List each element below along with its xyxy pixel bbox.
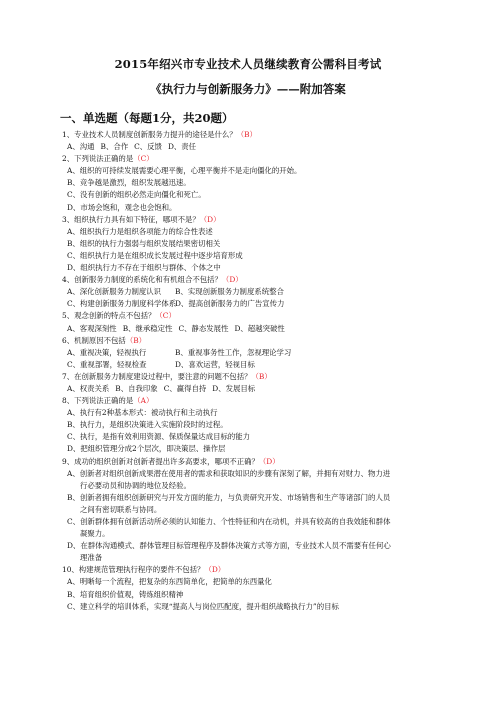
option: C、重视部署，轻视检查 (67, 359, 147, 369)
option-row (62, 383, 462, 395)
question-list (62, 129, 462, 613)
answer-key: （D） (258, 456, 280, 466)
answer-key: （B） (125, 335, 147, 345)
option: B、培育组织价值观，铸炼组织精神 (67, 589, 184, 599)
question-stem (62, 371, 462, 383)
question-stem (62, 395, 462, 407)
option: D、提高创新服务力的广告宣传力 (175, 299, 285, 309)
option: A、沟通 (67, 142, 95, 152)
option-row (62, 141, 462, 153)
document-subtitle: 《执行力与创新服务力》——附加答案 (150, 82, 346, 96)
option: C、反馈 (134, 142, 162, 152)
option: C、建立科学的培训体系，实现“提高人与岗位匹配度，提升组织战略执行力”的目标 (67, 601, 339, 611)
option: B、继承稳定性 (122, 323, 173, 333)
question-item (62, 214, 462, 274)
option-row (62, 347, 462, 359)
option: C、赢得自持 (163, 383, 207, 393)
option: B、创新者拥有组织创新研究与开发方面的能力，与负责研究开发、市场销售和生产等诸部门的人员 (67, 492, 391, 502)
option: B、实现创新服务力制度系统整合 (175, 287, 284, 297)
question-item (62, 153, 462, 213)
question-text: 7、在创新服务力制度建设过程中，要注意的问题不包括？ (62, 371, 252, 381)
answer-key: （A） (133, 396, 154, 406)
answer-key: （C） (133, 154, 154, 164)
answer-key: （B） (251, 371, 272, 381)
answer-key: （B） (236, 130, 257, 139)
question-item (62, 274, 462, 310)
question-text: 8、下列说法正确的是 (62, 396, 134, 406)
option: B、合作 (100, 142, 129, 152)
question-item (62, 310, 462, 334)
question-text: 10、构建规范管理执行程序的要件不包括？ (62, 565, 205, 575)
option: C、构建创新服务力制度科学体系 (67, 299, 177, 309)
question-text: 9、成功的组织创新对创新者提出许多高要求，哪项不正确？ (62, 456, 259, 466)
option: B、自我印象 (115, 383, 158, 393)
question-text: 5、观念创新的特点不包括？ (62, 311, 156, 321)
option: A、组织的可持续发展需要心理平衡，心理平衡并不是走向僵化的开始。 (67, 166, 302, 176)
option-row (62, 323, 462, 335)
question-item (62, 371, 462, 395)
question-item (62, 335, 462, 371)
question-text: 2、下列说法正确的是 (62, 154, 134, 164)
option: D、组织执行力不存在于组织与群体、个体之中 (67, 263, 221, 273)
answer-key: （C） (155, 311, 176, 321)
option-continuation: 之间有密切联系与协同。 (80, 504, 162, 514)
question-stem (62, 564, 462, 576)
option: D、责任 (167, 142, 197, 152)
option: B、重视事务性工作，忽视理论学习 (175, 347, 292, 357)
option: D、在群体沟通模式、群体管理目标管理程序及群体决策方式等方面，专业技术人员不需要有任何心 (67, 541, 391, 551)
option: C、创新群体拥有创新活动所必须的认知能力、个性特征和内在动机，并具有较高的自我效能和群体 (67, 517, 391, 526)
question-item (62, 564, 462, 612)
option: D、把组织管理分成2个层次，即决策层、操作层 (67, 444, 226, 454)
option: D、市场会饱和，观念也会饱和。 (67, 202, 177, 212)
option: A、深化创新服务力制度认识 (67, 287, 162, 297)
question-item (62, 395, 462, 455)
option: C、组织执行力是在组织成长发展过程中逐步培育形成 (67, 250, 243, 260)
option: A、重视决策，轻视执行 (67, 347, 147, 357)
document-title: 2015年绍兴市专业技术人员继续教育公需科目考试 (114, 57, 382, 71)
option-row (62, 298, 462, 310)
option: A、明晰每一个流程，把复杂的东西简单化，把简单的东西量化 (67, 577, 272, 587)
option: B、执行力，是组织决策进入实施阶段时的过程。 (67, 420, 228, 430)
option-continuation: 理准备 (80, 553, 103, 563)
question-text: 6、机制原因不包括 (62, 335, 126, 345)
option: A、客观深刻性 (67, 323, 117, 333)
answer-key: （D） (221, 275, 243, 285)
option: D、超越突破性 (234, 323, 285, 333)
option: B、组织的执行力强弱与组织发展结果密切相关 (67, 238, 221, 248)
question-stem (62, 456, 462, 468)
question-text: 1、专业技术人员制度创新服务力提升的途径是什么？ (62, 130, 237, 139)
option-row (62, 359, 462, 371)
answer-key: （D） (199, 214, 221, 224)
option: C、没有创新的组织必然走向僵化和死亡。 (67, 190, 206, 200)
option: A、执行有2种基本形式：被动执行和主动执行 (67, 408, 218, 418)
question-item (62, 456, 462, 565)
option-row (62, 286, 462, 298)
option: C、静态发展性 (178, 323, 229, 333)
option: A、权责关系 (67, 383, 110, 393)
option-continuation: 凝聚力。 (80, 529, 110, 539)
question-stem (62, 129, 462, 141)
question-stem (62, 153, 462, 165)
option: A、组织执行力是组织各项能力的综合性表述 (67, 226, 213, 236)
question-text: 4、创新服务力制度的系统化和有机组合不包括？ (62, 275, 222, 285)
option: A、创新者对组织创新成果潜在使用者的需求和获取知识的步骤有深刻了解，并拥有对财力、物力进 (67, 468, 391, 478)
option-continuation: 行必要动员和协调的地位及经验。 (80, 480, 191, 490)
option: D、喜欢运营，轻视目标 (175, 359, 255, 369)
question-item (62, 129, 462, 153)
section-heading: 一、单选题（每题1分，共20题） (60, 111, 234, 125)
question-stem (62, 310, 462, 322)
question-text: 3、组织执行力具有如下特征，哪项不是？ (62, 214, 200, 224)
question-stem (62, 214, 462, 226)
question-stem (62, 274, 462, 286)
answer-key: （D） (204, 565, 226, 575)
option: C、执行，是指有效利用资源、保质保量达成目标的能力 (67, 432, 251, 442)
option: B、竞争越是激烈，组织发展越迅速。 (67, 178, 191, 188)
option: D、发展目标 (212, 383, 256, 393)
question-stem (62, 335, 462, 347)
